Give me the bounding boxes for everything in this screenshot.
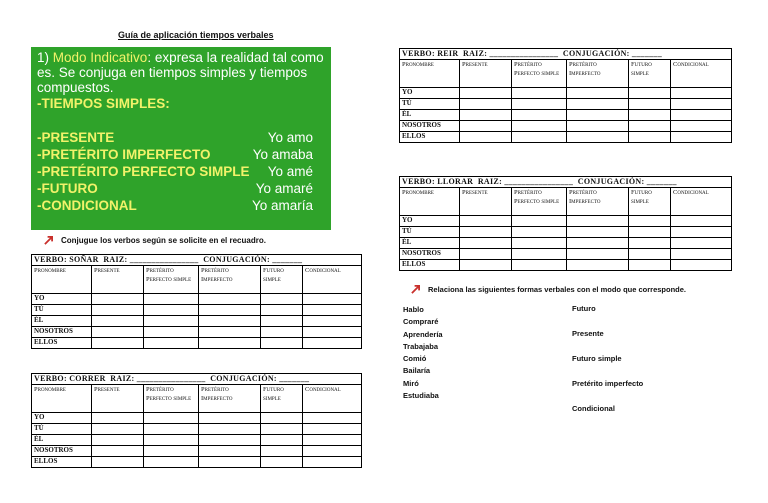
col-condicional: Condicional [303, 385, 362, 413]
answer-cell[interactable] [144, 338, 199, 349]
answer-cell[interactable] [567, 216, 629, 227]
pronoun-cell: ÉL [400, 110, 460, 121]
answer-cell[interactable] [261, 338, 303, 349]
answer-cell[interactable] [199, 446, 261, 457]
simple-tenses-heading: -TIEMPOS SIMPLES: [37, 96, 170, 111]
answer-cell[interactable] [303, 435, 362, 446]
answer-cell[interactable] [92, 457, 144, 468]
col-preterito-imperfecto: Pretérito Imperfecto [567, 188, 629, 216]
tense-name: -PRETÉRITO PERFECTO SIMPLE [37, 164, 250, 179]
answer-cell[interactable] [629, 238, 671, 249]
answer-cell[interactable] [567, 88, 629, 99]
answer-cell[interactable] [261, 316, 303, 327]
col-preterito-imperfecto: Pretérito Imperfecto [199, 385, 261, 413]
answer-cell[interactable] [671, 260, 732, 271]
answer-cell[interactable] [671, 110, 732, 121]
col-futuro: Futuro simple [261, 385, 303, 413]
col-preterito-perfecto: Pretérito Perfecto simple [144, 266, 199, 294]
col-condicional: Condicional [303, 266, 362, 294]
answer-cell[interactable] [92, 327, 144, 338]
modes-list [572, 304, 643, 429]
answer-cell[interactable] [303, 305, 362, 316]
answer-cell[interactable] [512, 260, 567, 271]
answer-cell[interactable] [460, 216, 512, 227]
tense-row [37, 146, 325, 163]
tense-name: -PRETÉRITO IMPERFECTO [37, 147, 211, 162]
pronoun-cell: TÚ [32, 424, 92, 435]
mode-option[interactable]: Pretérito imperfecto [572, 379, 644, 388]
pronoun-cell: TÚ [400, 227, 460, 238]
col-preterito-imperfecto: Pretérito Imperfecto [567, 60, 629, 88]
answer-cell[interactable] [303, 316, 362, 327]
answer-cell[interactable] [261, 327, 303, 338]
verb-form[interactable]: Comió [403, 354, 427, 364]
mode-option[interactable]: Presente [572, 329, 604, 338]
tense-row [37, 197, 325, 214]
pronoun-cell: ÉL [32, 435, 92, 446]
tense-row [37, 163, 325, 180]
answer-cell[interactable] [144, 305, 199, 316]
intro-number: 1) [37, 50, 53, 65]
answer-cell[interactable] [512, 249, 567, 260]
col-preterito-perfecto: Pretérito Perfecto simple [512, 60, 567, 88]
col-presente: Presente [460, 188, 512, 216]
answer-cell[interactable] [629, 216, 671, 227]
answer-cell[interactable] [567, 99, 629, 110]
mode-option[interactable]: Futuro [572, 304, 596, 313]
answer-cell[interactable] [629, 99, 671, 110]
col-pronombre: Pronombre [400, 188, 460, 216]
pronoun-cell: ELLOS [400, 132, 460, 143]
verb-form[interactable]: Aprendería [403, 329, 443, 339]
answer-cell[interactable] [144, 327, 199, 338]
answer-cell[interactable] [629, 249, 671, 260]
answer-cell[interactable] [512, 132, 567, 143]
answer-cell[interactable] [199, 435, 261, 446]
answer-cell[interactable] [671, 238, 732, 249]
intro-rest: : expresa la realidad tal como es. Se conjuga en tiempos simples y tiempos compuestos. [37, 50, 324, 95]
answer-cell[interactable] [261, 446, 303, 457]
instruction-conjugate [44, 236, 266, 245]
pronoun-cell: TÚ [400, 99, 460, 110]
answer-cell[interactable] [144, 294, 199, 305]
verb-form[interactable]: Hablo [403, 305, 424, 314]
answer-cell[interactable] [460, 110, 512, 121]
answer-cell[interactable] [460, 249, 512, 260]
answer-cell[interactable] [512, 216, 567, 227]
tense-example: Yo amaría [251, 198, 313, 213]
answer-cell[interactable] [512, 110, 567, 121]
pronoun-cell: YO [32, 294, 92, 305]
answer-cell[interactable] [199, 457, 261, 468]
answer-cell[interactable] [629, 121, 671, 132]
answer-cell[interactable] [92, 294, 144, 305]
verb-header: VERBO: REIR RAIZ: ________________ CONJUGACIÓN: _______ [400, 49, 732, 60]
verb-form[interactable]: Estudiaba [403, 391, 439, 401]
tense-example: Yo amo [267, 130, 313, 145]
col-condicional: Condicional [671, 188, 732, 216]
answer-cell[interactable] [261, 424, 303, 435]
pronoun-cell: TÚ [32, 305, 92, 316]
answer-cell[interactable] [199, 413, 261, 424]
answer-cell[interactable] [144, 424, 199, 435]
answer-cell[interactable] [567, 132, 629, 143]
verb-form[interactable]: Miró [403, 378, 419, 388]
answer-cell[interactable] [671, 216, 732, 227]
tense-example: Yo amaba [252, 147, 313, 162]
col-futuro: Futuro simple [629, 60, 671, 88]
answer-cell[interactable] [512, 227, 567, 238]
answer-cell[interactable] [629, 132, 671, 143]
tense-example: Yo amé [267, 164, 313, 179]
verb-form[interactable]: Compraré [403, 317, 439, 327]
answer-cell[interactable] [567, 249, 629, 260]
pronoun-cell: ÉL [400, 238, 460, 249]
answer-cell[interactable] [199, 316, 261, 327]
answer-cell[interactable] [567, 238, 629, 249]
col-futuro: Futuro simple [261, 266, 303, 294]
verb-header: VERBO: SOÑAR RAIZ: ________________ CONJUGACIÓN: _______ [32, 255, 362, 266]
tense-list [37, 129, 325, 214]
answer-cell[interactable] [261, 305, 303, 316]
answer-cell[interactable] [460, 121, 512, 132]
answer-cell[interactable] [629, 88, 671, 99]
answer-cell[interactable] [92, 338, 144, 349]
col-presente: Presente [460, 60, 512, 88]
verb-table-sonar [31, 254, 362, 349]
answer-cell[interactable] [199, 424, 261, 435]
answer-cell[interactable] [460, 88, 512, 99]
col-preterito-perfecto: Pretérito Perfecto simple [144, 385, 199, 413]
intro-text [37, 50, 325, 95]
pronoun-cell: NOSOTROS [32, 327, 92, 338]
answer-cell[interactable] [303, 327, 362, 338]
verb-form[interactable]: Trabajaba [403, 341, 439, 351]
answer-cell[interactable] [303, 457, 362, 468]
answer-cell[interactable] [199, 294, 261, 305]
pronoun-cell: NOSOTROS [400, 121, 460, 132]
answer-cell[interactable] [671, 88, 732, 99]
answer-cell[interactable] [92, 446, 144, 457]
tense-row [37, 129, 325, 146]
answer-cell[interactable] [567, 227, 629, 238]
answer-cell[interactable] [671, 121, 732, 132]
verb-header: VERBO: CORRER RAIZ: ________________ CONJUGACIÓN: _______ [32, 374, 362, 385]
answer-cell[interactable] [261, 294, 303, 305]
pronoun-cell: YO [32, 413, 92, 424]
answer-cell[interactable] [512, 88, 567, 99]
answer-cell[interactable] [199, 338, 261, 349]
answer-cell[interactable] [303, 338, 362, 349]
tense-name: -PRESENTE [37, 130, 115, 145]
col-pronombre: Pronombre [32, 266, 92, 294]
pronoun-cell: ELLOS [400, 260, 460, 271]
instruction-relate [411, 285, 686, 294]
instruction-text: Conjugue los verbos según se solicite en el recuadro. [61, 236, 266, 245]
col-presente: Presente [92, 266, 144, 294]
tense-name: -CONDICIONAL [37, 198, 137, 213]
answer-cell[interactable] [460, 260, 512, 271]
col-preterito-imperfecto: Pretérito Imperfecto [199, 266, 261, 294]
indicative-mode-box [31, 47, 331, 230]
answer-cell[interactable] [671, 132, 732, 143]
answer-cell[interactable] [460, 99, 512, 110]
verb-table-reir [399, 48, 732, 143]
answer-cell[interactable] [199, 327, 261, 338]
answer-cell[interactable] [144, 446, 199, 457]
tense-example: Yo amaré [255, 181, 313, 196]
pronoun-cell: ELLOS [32, 338, 92, 349]
answer-cell[interactable] [92, 305, 144, 316]
answer-cell[interactable] [460, 132, 512, 143]
answer-cell[interactable] [92, 424, 144, 435]
instruction-text: Relaciona las siguientes formas verbales con el modo que corresponde. [428, 285, 686, 294]
arrow-bullet-icon [411, 285, 420, 294]
col-condicional: Condicional [671, 60, 732, 88]
answer-cell[interactable] [303, 413, 362, 424]
answer-cell[interactable] [261, 435, 303, 446]
answer-cell[interactable] [144, 435, 199, 446]
answer-cell[interactable] [92, 413, 144, 424]
pronoun-cell: ÉL [32, 316, 92, 327]
answer-cell[interactable] [92, 435, 144, 446]
answer-cell[interactable] [144, 457, 199, 468]
answer-cell[interactable] [144, 316, 199, 327]
col-pronombre: Pronombre [32, 385, 92, 413]
mode-option[interactable]: Futuro simple [572, 354, 622, 363]
answer-cell[interactable] [261, 457, 303, 468]
pronoun-cell: ELLOS [32, 457, 92, 468]
col-preterito-perfecto: Pretérito Perfecto simple [512, 188, 567, 216]
answer-cell[interactable] [92, 316, 144, 327]
verb-form[interactable]: Bailaría [403, 366, 431, 376]
pronoun-cell: NOSOTROS [32, 446, 92, 457]
verb-header: VERBO: LLORAR RAIZ: ________________ CONJUGACIÓN: _______ [400, 177, 732, 188]
answer-cell[interactable] [303, 424, 362, 435]
tense-name: -FUTURO [37, 181, 98, 196]
pronoun-cell: NOSOTROS [400, 249, 460, 260]
mode-option[interactable]: Condicional [572, 404, 615, 413]
intro-highlight: Modo Indicativo [52, 50, 148, 65]
answer-cell[interactable] [460, 227, 512, 238]
answer-cell[interactable] [303, 446, 362, 457]
answer-cell[interactable] [671, 249, 732, 260]
answer-cell[interactable] [460, 238, 512, 249]
pronoun-cell: YO [400, 216, 460, 227]
answer-cell[interactable] [671, 99, 732, 110]
answer-cell[interactable] [261, 413, 303, 424]
answer-cell[interactable] [629, 260, 671, 271]
answer-cell[interactable] [512, 99, 567, 110]
answer-cell[interactable] [512, 121, 567, 132]
answer-cell[interactable] [567, 260, 629, 271]
answer-cell[interactable] [512, 238, 567, 249]
pronoun-cell: YO [400, 88, 460, 99]
answer-cell[interactable] [567, 121, 629, 132]
tense-row [37, 180, 325, 197]
verb-table-llorar [399, 176, 732, 271]
document-title: Guía de aplicación tiempos verbales [118, 30, 274, 40]
verb-table-correr [31, 373, 362, 468]
answer-cell[interactable] [671, 227, 732, 238]
answer-cell[interactable] [303, 294, 362, 305]
verb-forms-list [403, 304, 443, 402]
answer-cell[interactable] [199, 305, 261, 316]
answer-cell[interactable] [144, 413, 199, 424]
arrow-bullet-icon [44, 236, 53, 245]
col-futuro: Futuro simple [629, 188, 671, 216]
answer-cell[interactable] [629, 227, 671, 238]
col-pronombre: Pronombre [400, 60, 460, 88]
answer-cell[interactable] [567, 110, 629, 121]
answer-cell[interactable] [629, 110, 671, 121]
col-presente: Presente [92, 385, 144, 413]
